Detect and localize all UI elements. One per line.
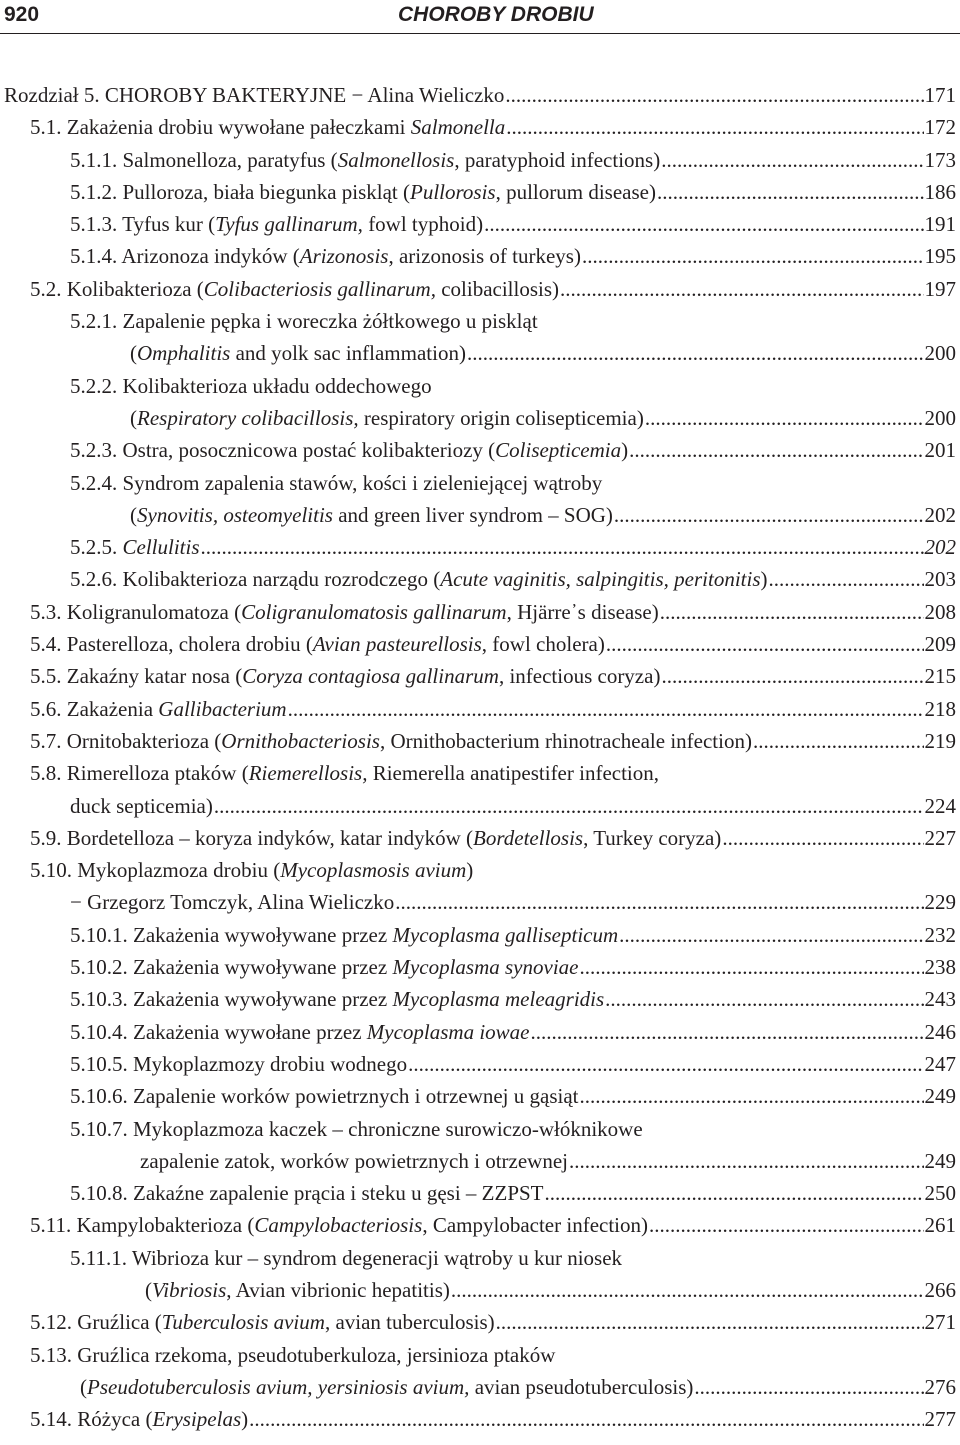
entry-title xyxy=(70,1048,407,1080)
entry-text: 5.5. Zakaźny katar nosa ( xyxy=(30,664,243,689)
toc-entry[interactable] xyxy=(0,563,956,595)
entry-text: 5.2.2. Kolibakterioza układu oddechowego xyxy=(70,373,432,398)
entry-italic-text: Arizonosis xyxy=(299,244,389,269)
entry-text: ( xyxy=(145,1277,152,1302)
dot-leader xyxy=(506,111,923,143)
entry-italic-text: Salmonellosis xyxy=(337,147,455,172)
toc-entry[interactable] xyxy=(0,822,956,854)
entry-italic-text: Tuberculosis avium xyxy=(161,1310,325,1335)
entry-title xyxy=(70,983,604,1015)
entry-text: ( xyxy=(130,502,137,527)
entry-title xyxy=(30,757,659,789)
entry-title xyxy=(70,563,768,595)
entry-page-number: 246 xyxy=(924,1019,956,1044)
dot-leader xyxy=(569,1145,924,1177)
entry-text: 5.2.1. Zapalenie pępka i woreczka żółtkowego u piskląt xyxy=(70,309,538,334)
entry-italic-text: Acute vaginitis, salpingitis, peritonitis xyxy=(440,567,761,592)
entry-page-number: 232 xyxy=(924,922,956,947)
toc-entry[interactable] xyxy=(0,1209,956,1241)
entry-italic-text: Campylobacteriosis xyxy=(254,1213,423,1238)
toc-entry[interactable] xyxy=(0,467,956,532)
entry-text: ) xyxy=(241,1407,249,1432)
dot-leader xyxy=(722,822,923,854)
toc-entry[interactable] xyxy=(0,370,956,435)
entry-title-continued xyxy=(130,337,466,369)
entry-text: 5.13. Gruźlica rzekoma, pseudotuberkuloza, jersinioza ptaków xyxy=(30,1342,556,1367)
toc-entry[interactable] xyxy=(0,111,956,143)
entry-text: , infectious coryza) xyxy=(498,664,661,689)
entry-text: 5.10.6. Zapalenie worków powietrznych i otrzewnej u gąsiąt xyxy=(70,1084,579,1109)
dot-leader xyxy=(484,208,923,240)
entry-title xyxy=(30,660,660,692)
entry-page-number: 200 xyxy=(924,405,956,430)
entry-page-number: 224 xyxy=(924,793,956,818)
entry-page-number: 276 xyxy=(924,1374,956,1399)
entry-italic-text: Ornithobacteriosis xyxy=(221,728,380,753)
dot-leader xyxy=(545,1177,924,1209)
entry-text: 5.2.3. Ostra, posocznicowa postać kolibakteriozy ( xyxy=(70,438,496,463)
dot-leader xyxy=(467,337,924,369)
entry-italic-text: Gallibacterium xyxy=(158,696,287,721)
entry-title-continued xyxy=(80,1371,693,1403)
entry-title xyxy=(30,1209,648,1241)
entry-text: 5.10.8. Zakaźne zapalenie prącia i steku u gęsi – ZZPST xyxy=(70,1181,544,1206)
entry-page-number: 250 xyxy=(924,1181,956,1206)
toc-entry[interactable] xyxy=(0,176,956,208)
entry-text: 5.9. Bordetelloza – koryza indyków, katar indyków ( xyxy=(30,825,474,850)
dot-leader xyxy=(619,919,923,951)
dot-leader xyxy=(580,1080,924,1112)
entry-text: Rozdział 5. CHOROBY BAKTERYJNE − Alina Wieliczko xyxy=(4,83,505,107)
entry-text: , Turkey coryza) xyxy=(583,825,722,850)
dot-leader xyxy=(657,176,924,208)
entry-page-number: 202 xyxy=(924,502,956,527)
entry-title xyxy=(70,919,618,951)
entry-title xyxy=(30,725,752,757)
dot-leader xyxy=(288,693,924,725)
toc-entry[interactable] xyxy=(0,854,956,919)
entry-title xyxy=(30,822,721,854)
entry-title xyxy=(30,273,559,305)
dot-leader xyxy=(408,1048,923,1080)
toc-entry[interactable] xyxy=(0,693,956,725)
entry-title xyxy=(70,370,432,402)
entry-text: 5.10. Mykoplazmoza drobiu ( xyxy=(30,858,281,883)
entry-title xyxy=(70,176,656,208)
entry-text: 5.3. Koligranulomatoza ( xyxy=(30,599,242,624)
entry-page-number: 261 xyxy=(924,1213,956,1238)
entry-italic-text: Mycoplasma synoviae xyxy=(392,955,579,980)
entry-page-number: 201 xyxy=(924,438,956,463)
entry-text: , paratyphoid infections) xyxy=(454,147,661,172)
entry-title xyxy=(4,79,504,111)
page-number: 920 xyxy=(4,3,40,26)
entry-title xyxy=(70,1113,643,1145)
entry-text: 5.14. Różyca ( xyxy=(30,1407,153,1432)
entry-title xyxy=(70,531,200,563)
toc-entry[interactable] xyxy=(0,240,956,272)
entry-text: , Ornithobacterium rhinotracheale infection) xyxy=(379,728,752,753)
entry-title-continued xyxy=(145,1274,450,1306)
entry-text: 5.10.3. Zakażenia wywoływane przez xyxy=(70,987,393,1012)
entry-text: 5.1.1. Salmonelloza, paratyfus ( xyxy=(70,147,338,172)
running-title: CHOROBY DROBIU xyxy=(398,3,594,26)
entry-text: ( xyxy=(80,1374,87,1399)
entry-text: 5.2. Kolibakterioza ( xyxy=(30,276,204,301)
entry-italic-text: Pullorosis xyxy=(410,179,496,204)
toc-entry[interactable] xyxy=(0,1339,956,1404)
entry-text: 5.10.2. Zakażenia wywoływane przez xyxy=(70,955,393,980)
entry-page-number: 277 xyxy=(924,1407,956,1432)
toc-entry[interactable] xyxy=(0,1177,956,1209)
dot-leader xyxy=(505,79,923,111)
entry-text: , arizonosis of turkeys) xyxy=(388,244,581,269)
entry-italic-text: Vibriosis xyxy=(152,1277,227,1302)
entry-title xyxy=(30,854,473,886)
entry-title xyxy=(30,1306,495,1338)
entry-text: respiratory origin colisepticemia) xyxy=(358,405,644,430)
entry-page-number: 227 xyxy=(924,825,956,850)
entry-title-continued xyxy=(130,499,613,531)
dot-leader xyxy=(560,273,923,305)
entry-text: 5.1.4. Arizonoza indyków ( xyxy=(70,244,300,269)
entry-italic-text: Riemerellosis, xyxy=(248,761,368,786)
entry-title-continued xyxy=(140,1145,568,1177)
entry-title xyxy=(30,628,605,660)
entry-italic-text: Respiratory colibacillosis, xyxy=(137,405,359,430)
toc-entry[interactable] xyxy=(0,725,956,757)
entry-text: and yolk sac inflammation) xyxy=(230,341,466,366)
entry-text: 5.1.2. Pulloroza, biała biegunka piskląt ( xyxy=(70,179,411,204)
toc-entry[interactable] xyxy=(0,660,956,692)
entry-text: and green liver syndrom – SOG) xyxy=(332,502,613,527)
toc-entry[interactable] xyxy=(0,305,956,370)
entry-page-number: 172 xyxy=(924,115,956,140)
entry-italic-text: Avian pasteurellosis xyxy=(312,632,482,657)
entry-italic-text: Erysipelas xyxy=(152,1407,242,1432)
dot-leader xyxy=(769,563,924,595)
entry-title xyxy=(70,1177,544,1209)
entry-title xyxy=(70,1016,530,1048)
header-rule xyxy=(0,33,960,34)
entry-page-number: 195 xyxy=(924,244,956,269)
entry-text: avian pseudotuberculosis) xyxy=(469,1374,694,1399)
toc-entry[interactable] xyxy=(0,208,956,240)
entry-page-number: 249 xyxy=(924,1084,956,1109)
entry-italic-text: Bordetellosis xyxy=(473,825,584,850)
entry-text: 5.11. Kampylobakterioza ( xyxy=(30,1213,255,1238)
toc-entry[interactable] xyxy=(0,79,956,111)
toc-entry[interactable] xyxy=(0,434,956,466)
entry-text: fowl typhoid) xyxy=(362,212,484,237)
entry-text: 5.7. Ornitobakterioza ( xyxy=(30,728,222,753)
entry-page-number: 247 xyxy=(924,1051,956,1076)
entry-italic-text: Colisepticemia xyxy=(495,438,622,463)
toc-entry[interactable] xyxy=(0,531,956,563)
entry-page-number: 218 xyxy=(924,696,956,721)
entry-page-number: 186 xyxy=(924,179,956,204)
entry-italic-text: Mycoplasma meleagridis xyxy=(392,987,605,1012)
entry-title xyxy=(30,1339,555,1371)
entry-text: ( xyxy=(130,341,137,366)
dot-leader xyxy=(451,1274,924,1306)
dot-leader xyxy=(582,240,924,272)
entry-page-number: 243 xyxy=(924,987,956,1012)
entry-page-number: 208 xyxy=(924,599,956,624)
entry-text: , Avian vibrionic hepatitis) xyxy=(226,1277,450,1302)
entry-title xyxy=(30,111,505,143)
entry-title-continued xyxy=(70,790,213,822)
entry-page-number: 203 xyxy=(924,567,956,592)
entry-page-number: 249 xyxy=(924,1148,956,1173)
entry-page-number: 200 xyxy=(924,341,956,366)
entry-page-number: 197 xyxy=(924,276,956,301)
entry-title-continued xyxy=(70,886,394,918)
dot-leader xyxy=(579,951,923,983)
toc-entry[interactable] xyxy=(0,596,956,628)
entry-title xyxy=(30,596,659,628)
entry-text: 5.4. Pasterelloza, cholera drobiu ( xyxy=(30,632,313,657)
entry-text: 5.8. Rimerelloza ptaków ( xyxy=(30,761,249,786)
entry-text: 5.1. Zakażenia drobiu wywołane pałeczkami xyxy=(30,115,411,140)
toc-entry[interactable] xyxy=(0,628,956,660)
dot-leader xyxy=(694,1371,923,1403)
entry-text: colibacillosis) xyxy=(435,276,560,301)
entry-page-number: 229 xyxy=(924,890,956,915)
entry-text: 5.12. Gruźlica ( xyxy=(30,1310,162,1335)
dot-leader xyxy=(496,1306,924,1338)
entry-italic-text: Coligranulomatosis gallinarum xyxy=(241,599,507,624)
entry-text: , pullorum disease) xyxy=(495,179,656,204)
toc-entry[interactable] xyxy=(0,1403,956,1435)
entry-text: , Hjärre᾿s disease) xyxy=(506,599,659,624)
entry-page-number: 209 xyxy=(924,632,956,657)
entry-title xyxy=(30,1403,248,1435)
toc-entry[interactable] xyxy=(0,1242,956,1307)
entry-page-number: 191 xyxy=(924,212,956,237)
entry-italic-text: Cellulitis xyxy=(122,535,200,560)
entry-text: Riemerella anatipestifer infection, xyxy=(367,761,660,786)
entry-text: 5.10.5. Mykoplazmozy drobiu wodnego xyxy=(70,1051,408,1076)
entry-text: 5.10.1. Zakażenia wywoływane przez xyxy=(70,922,393,947)
entry-italic-text: Pseudotuberculosis avium, yersiniosis avium, xyxy=(87,1374,470,1399)
dot-leader xyxy=(661,144,923,176)
entry-text: 5.6. Zakażenia xyxy=(30,696,159,721)
entry-text: ) xyxy=(760,567,768,592)
entry-page-number: 271 xyxy=(924,1310,956,1335)
entry-italic-text: Coryza contagiosa gallinarum xyxy=(242,664,499,689)
entry-title-continued xyxy=(130,402,644,434)
dot-leader xyxy=(249,1403,923,1435)
entry-text: 5.11.1. Wibrioza kur – syndrom degeneracji wątroby u kur niosek xyxy=(70,1245,623,1270)
entry-text: 5.1.3. Tyfus kur ( xyxy=(70,212,216,237)
entry-text: , fowl cholera) xyxy=(481,632,605,657)
entry-text: ) xyxy=(621,438,629,463)
dot-leader xyxy=(214,790,924,822)
entry-title xyxy=(70,951,578,983)
entry-page-number: 202 xyxy=(924,535,956,560)
entry-page-number: 219 xyxy=(924,728,956,753)
dot-leader xyxy=(531,1016,924,1048)
entry-italic-text: Salmonella xyxy=(410,115,506,140)
entry-page-number: 266 xyxy=(924,1277,956,1302)
toc-entry[interactable] xyxy=(0,1080,956,1112)
entry-text: 5.2.6. Kolibakterioza narządu rozrodczego ( xyxy=(70,567,441,592)
entry-italic-text: Mycoplasma iowae xyxy=(366,1019,530,1044)
dot-leader xyxy=(661,660,923,692)
entry-text: 5.2.4. Syndrom zapalenia stawów, kości i zieleniejącej wątroby xyxy=(70,470,603,495)
dot-leader xyxy=(201,531,924,563)
table-of-contents xyxy=(0,79,956,1435)
dot-leader xyxy=(395,886,923,918)
dot-leader xyxy=(649,1209,924,1241)
toc-entry[interactable] xyxy=(0,1016,956,1048)
dot-leader xyxy=(606,628,924,660)
entry-text: ( xyxy=(130,405,137,430)
page-header xyxy=(0,0,960,35)
entry-text: zapalenie zatok, worków powietrznych i otrzewnej xyxy=(140,1148,568,1173)
entry-text: 5.10.7. Mykoplazmoza kaczek – chroniczne surowiczo-włóknikowe xyxy=(70,1116,643,1141)
entry-title xyxy=(30,693,287,725)
entry-text: , avian tuberculosis) xyxy=(324,1310,495,1335)
entry-italic-text: Mycoplasmosis avium xyxy=(280,858,467,883)
entry-italic-text: Tyfus gallinarum, xyxy=(215,212,363,237)
toc-entry[interactable] xyxy=(0,1048,956,1080)
entry-text: 5.2.5. xyxy=(70,535,123,560)
dot-leader xyxy=(645,402,924,434)
dot-leader xyxy=(660,596,924,628)
entry-title xyxy=(70,1080,579,1112)
dot-leader xyxy=(629,434,923,466)
entry-text: − Grzegorz Tomczyk, Alina Wieliczko xyxy=(70,890,395,915)
toc-entry[interactable] xyxy=(0,1113,956,1178)
entry-title xyxy=(70,305,538,337)
toc-entry[interactable] xyxy=(0,144,956,176)
entry-page-number: 215 xyxy=(924,664,956,689)
entry-italic-text: Colibacteriosis gallinarum, xyxy=(203,276,436,301)
dot-leader xyxy=(614,499,924,531)
entry-title xyxy=(70,240,581,272)
entry-text: duck septicemia) xyxy=(70,793,213,818)
entry-title xyxy=(70,467,602,499)
toc-entry[interactable] xyxy=(0,1306,956,1338)
entry-text: ) xyxy=(466,858,474,883)
entry-italic-text: Synovitis, osteomyelitis xyxy=(137,502,333,527)
entry-page-number: 173 xyxy=(924,147,956,172)
entry-page-number: 171 xyxy=(924,83,956,107)
entry-page-number: 238 xyxy=(924,955,956,980)
toc-entry[interactable] xyxy=(0,273,956,305)
entry-title xyxy=(70,144,660,176)
dot-leader xyxy=(605,983,923,1015)
entry-text: , Campylobacter infection) xyxy=(422,1213,648,1238)
toc-entry[interactable] xyxy=(0,951,956,983)
dot-leader xyxy=(753,725,924,757)
toc-entry[interactable] xyxy=(0,757,956,822)
entry-title xyxy=(70,1242,622,1274)
entry-title xyxy=(70,434,628,466)
entry-title xyxy=(70,208,483,240)
entry-text: 5.10.4. Zakażenia wywołane przez xyxy=(70,1019,367,1044)
toc-entry[interactable] xyxy=(0,919,956,951)
entry-italic-text: Mycoplasma gallisepticum xyxy=(392,922,619,947)
toc-entry[interactable] xyxy=(0,983,956,1015)
entry-italic-text: Omphalitis xyxy=(137,341,231,366)
